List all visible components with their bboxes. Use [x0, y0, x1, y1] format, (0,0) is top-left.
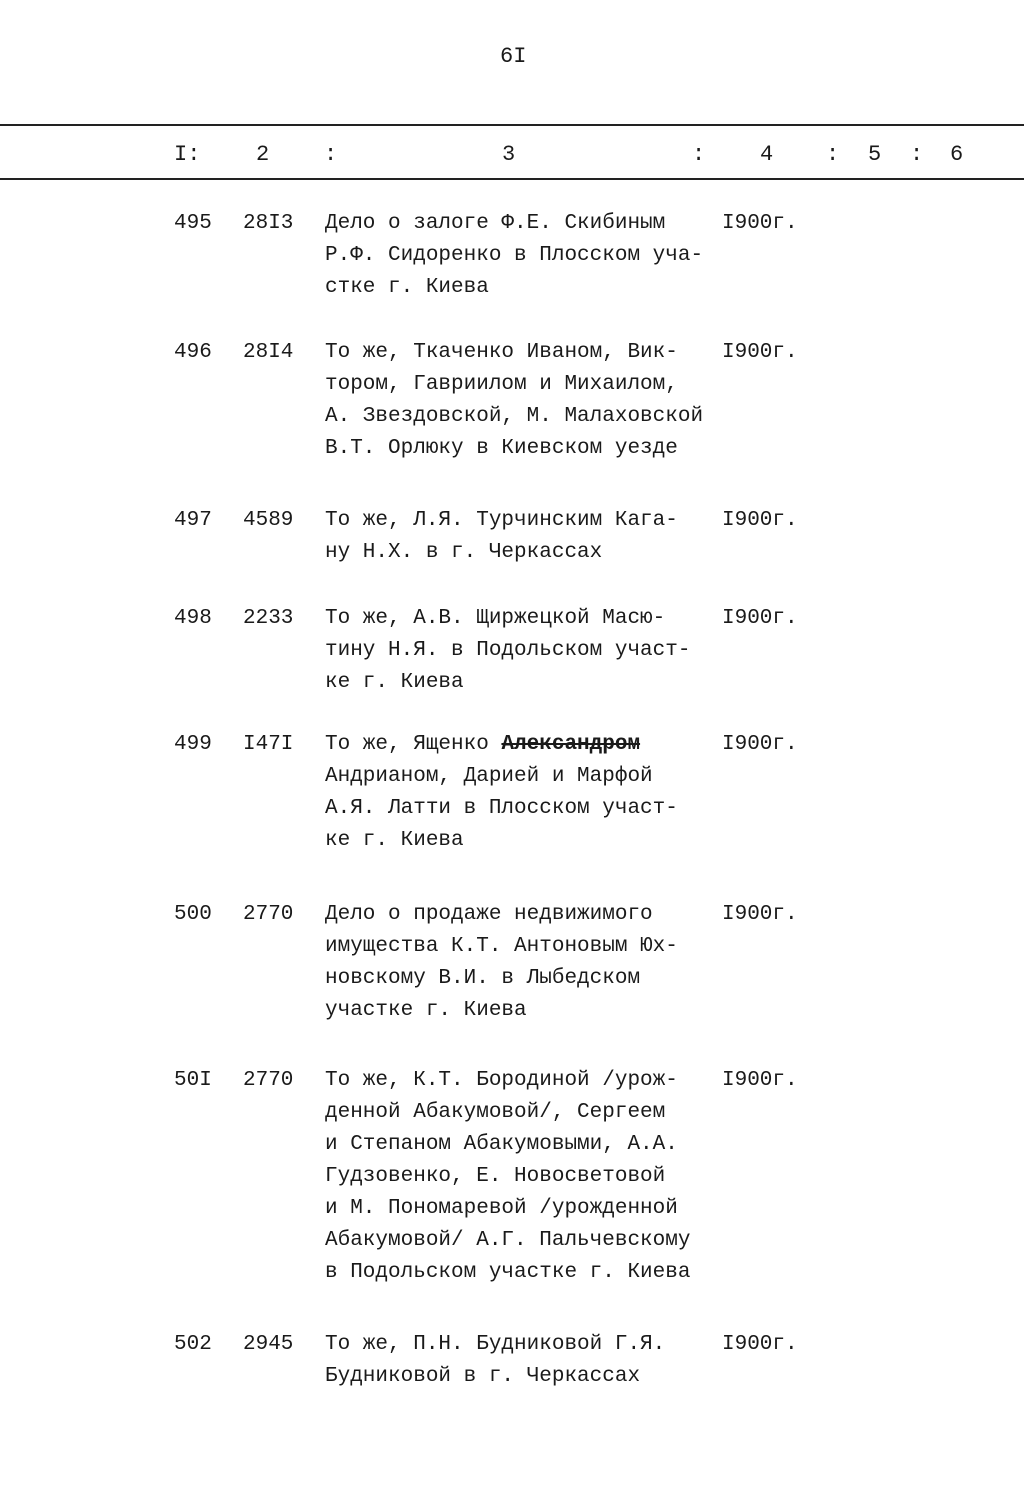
- entry-description: [325, 899, 678, 1027]
- description-line: имущества К.Т. Антоновым Юх-: [325, 935, 678, 958]
- entry-date: I900г.: [722, 1069, 798, 1092]
- description-line: То же, Ткаченко Иваном, Вик-: [325, 341, 678, 364]
- description-line: То же, А.В. Щиржецкой Масю-: [325, 607, 666, 630]
- description-line: А. Звездовской, М. Малаховской: [325, 405, 704, 428]
- description-line: В.Т. Орлюку в Киевском уезде: [325, 437, 678, 460]
- header-sep4: :: [910, 142, 924, 167]
- header-col3: 3: [502, 142, 516, 167]
- entry-date: I900г.: [722, 509, 798, 532]
- file-number: 2233: [243, 607, 294, 630]
- entry-description: [325, 603, 690, 699]
- description-line: То же, П.Н. Будниковой Г.Я.: [325, 1333, 666, 1356]
- description-line: Андрианом, Дарией и Марфой: [325, 765, 653, 788]
- header-col5: 5: [868, 142, 882, 167]
- description-line: новскому В.И. в Лыбедском: [325, 967, 641, 990]
- description-line: ну Н.Х. в г. Черкассах: [325, 541, 603, 564]
- entry-number: 496: [174, 341, 212, 364]
- header-col2: 2: [256, 142, 270, 167]
- entry-description: [325, 1065, 690, 1289]
- header-col4: 4: [760, 142, 774, 167]
- header-col6: 6: [950, 142, 964, 167]
- file-number: 2770: [243, 903, 294, 926]
- description-line: денной Абакумовой/, Сергеем: [325, 1101, 666, 1124]
- description-line: ке г. Киева: [325, 829, 464, 852]
- entry-description: [325, 505, 678, 569]
- description-line: Р.Ф. Сидоренко в Плосском уча-: [325, 244, 704, 267]
- description-line: стке г. Киева: [325, 276, 489, 299]
- entry-number: 502: [174, 1333, 212, 1356]
- description-text: То же, Ященко: [325, 733, 502, 756]
- entry-description: [325, 208, 703, 304]
- description-line: тину Н.Я. в Подольском участ-: [325, 639, 691, 662]
- file-number: 4589: [243, 509, 294, 532]
- description-line: Дело о продаже недвижимого: [325, 903, 653, 926]
- entry-date: I900г.: [722, 733, 798, 756]
- description-line: Дело о залоге Ф.Е. Скибиным: [325, 212, 666, 235]
- header-sep3: :: [826, 142, 840, 167]
- entry-date: I900г.: [722, 212, 798, 235]
- description-line: и Степаном Абакумовыми, А.А.: [325, 1133, 678, 1156]
- description-line: То же, Л.Я. Турчинским Кага-: [325, 509, 678, 532]
- description-line: и М. Пономаревой /урожденной: [325, 1197, 678, 1220]
- entry-description: [325, 337, 703, 465]
- header-sep1: :: [324, 142, 338, 167]
- page-number: 6I: [500, 44, 527, 69]
- file-number: I47I: [243, 733, 294, 756]
- header-bottom-rule: [0, 178, 1024, 180]
- header-top-rule: [0, 124, 1024, 126]
- entry-description: [325, 1329, 665, 1393]
- description-line: Абакумовой/ А.Г. Пальчевскому: [325, 1229, 691, 1252]
- entry-date: I900г.: [722, 1333, 798, 1356]
- file-number: 28I4: [243, 341, 294, 364]
- description-line: в Подольском участке г. Киева: [325, 1261, 691, 1284]
- file-number: 2770: [243, 1069, 294, 1092]
- description-line: Будниковой в г. Черкассах: [325, 1365, 641, 1388]
- entry-date: I900г.: [722, 903, 798, 926]
- header-sep2: :: [692, 142, 706, 167]
- file-number: 2945: [243, 1333, 294, 1356]
- description-line: [325, 729, 678, 761]
- description-line: Гудзовенко, Е. Новосветовой: [325, 1165, 666, 1188]
- struck-text: Александром: [501, 733, 641, 756]
- description-line: То же, К.Т. Бородиной /урож-: [325, 1069, 678, 1092]
- description-line: участке г. Киева: [325, 999, 527, 1022]
- entry-number: 495: [174, 212, 212, 235]
- description-line: тором, Гавриилом и Михаилом,: [325, 373, 678, 396]
- entry-number: 500: [174, 903, 212, 926]
- entry-number: 50I: [174, 1069, 212, 1092]
- entry-date: I900г.: [722, 607, 798, 630]
- header-col1: I:: [174, 142, 201, 167]
- entry-description: [325, 729, 678, 857]
- entry-number: 498: [174, 607, 212, 630]
- description-line: А.Я. Латти в Плосском участ-: [325, 797, 678, 820]
- entry-number: 499: [174, 733, 212, 756]
- file-number: 28I3: [243, 212, 294, 235]
- entry-date: I900г.: [722, 341, 798, 364]
- entry-number: 497: [174, 509, 212, 532]
- description-line: ке г. Киева: [325, 671, 464, 694]
